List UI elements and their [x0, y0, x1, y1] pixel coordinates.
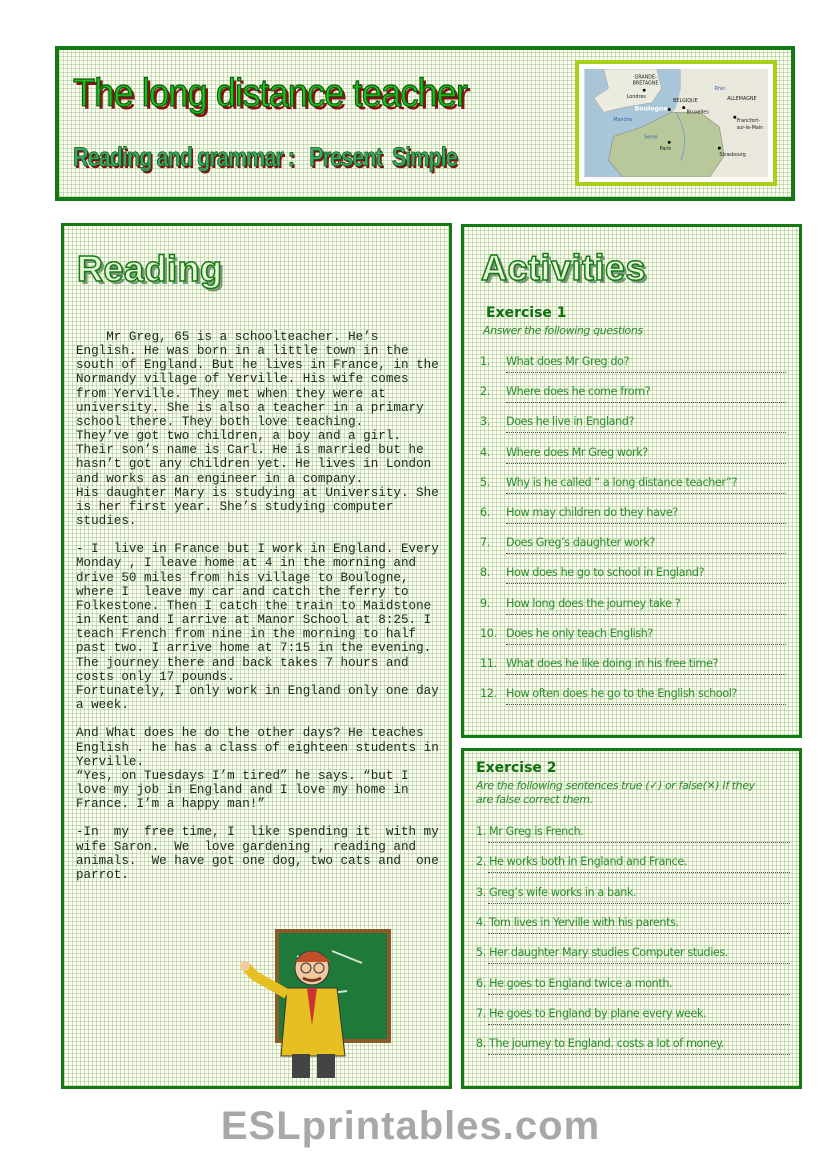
- question-item: [480, 627, 786, 657]
- answer-line[interactable]: [506, 523, 786, 524]
- paragraph-gap: [76, 811, 439, 825]
- correction-line[interactable]: [488, 1054, 790, 1055]
- map-label: Bruxelles: [686, 110, 709, 116]
- reading-passage: [76, 330, 439, 882]
- exercise2-instruction: [476, 779, 755, 807]
- statement-text: 1. Mr Greg is French.: [476, 825, 584, 838]
- correction-line[interactable]: [488, 842, 790, 843]
- question-text: Does Greg’s daughter work?: [506, 536, 655, 550]
- passage-line: - I live in France but I work in England. Every: [76, 542, 439, 557]
- question-number: 7.: [480, 536, 490, 550]
- question-number: 8.: [480, 566, 490, 580]
- question-text: How long does the journey take ?: [506, 596, 681, 610]
- map-label: Francfort-: [736, 119, 761, 125]
- passage-line: They’ve got two children, a boy and a girl.: [76, 429, 401, 444]
- passage-line: love my job in England and I love my home in: [76, 782, 409, 797]
- passage-line: where I leave my car and catch the ferry to: [76, 584, 409, 599]
- teacher-illustration: [237, 926, 393, 1081]
- map-label: Londres: [626, 94, 646, 100]
- answer-line[interactable]: [506, 463, 786, 464]
- question-text: What does Mr Greg do?: [506, 355, 630, 368]
- worksheet-title: The long distance teacher: [73, 72, 468, 115]
- reading-section: [61, 223, 452, 1089]
- question-text: Does he live in England?: [506, 415, 635, 429]
- correction-line[interactable]: [488, 933, 790, 934]
- answer-line[interactable]: [506, 614, 786, 615]
- activities-section: [461, 224, 802, 738]
- statement-text: 7. He goes to England by plane every week.: [476, 1006, 707, 1020]
- answer-line[interactable]: [506, 372, 786, 373]
- map-image: [575, 60, 777, 186]
- answer-line[interactable]: [506, 493, 786, 494]
- question-item: [480, 446, 786, 476]
- map-of-channel-region: [584, 69, 768, 177]
- worksheet-subtitle: Reading and grammar : Present Simple: [73, 142, 457, 172]
- map-label: BRETAGNE: [632, 81, 659, 87]
- question-text: Does he only teach English?: [506, 626, 653, 640]
- exercise2-title: Exercise 2: [476, 760, 557, 776]
- question-number: 6.: [480, 506, 490, 519]
- passage-line: university. She is also a teacher in a primary: [76, 400, 424, 415]
- passage-line: animals. We have got one dog, two cats and one: [76, 853, 439, 868]
- statement-item: [476, 1007, 790, 1037]
- passage-line: in Kent and I arrive at Manor School at 8:25. I: [76, 613, 432, 628]
- question-item: [480, 506, 786, 536]
- question-number: 5.: [480, 475, 490, 489]
- statement-text: 4. Tom lives in Yerville with his parents.: [476, 915, 679, 929]
- question-text: Where does he come from?: [506, 385, 651, 399]
- question-number: 3.: [480, 415, 490, 429]
- paragraph-gap: [76, 528, 439, 542]
- map-label: Boulogne: [634, 105, 668, 113]
- passage-line: Monday , I leave home at 4 in the morning and: [76, 556, 417, 571]
- passage-line: parrot.: [76, 867, 129, 882]
- exercise1-instruction: Answer the following questions: [483, 324, 643, 337]
- question-text: How may children do they have?: [506, 506, 678, 519]
- reading-heading: Reading: [77, 248, 223, 289]
- passage-line: The journey there and back takes 7 hours and: [76, 655, 409, 670]
- statement-item: [476, 855, 790, 885]
- question-item: [480, 355, 786, 385]
- exercise2-section: [461, 748, 802, 1089]
- passage-line: drive 50 miles from his village to Boulogne,: [76, 570, 409, 585]
- answer-line[interactable]: [506, 644, 786, 645]
- statement-text: 3. Greg’s wife works in a bank.: [476, 885, 637, 899]
- statement-text: 6. He goes to England twice a month.: [476, 976, 673, 990]
- watermark: ESLprintables.com: [220, 1104, 601, 1148]
- question-text: How often does he go to the English school?: [506, 687, 737, 701]
- question-item: [480, 385, 786, 415]
- passage-line: -In my free time, I like spending it with my: [76, 825, 439, 840]
- statement-item: [476, 977, 790, 1007]
- map-label: ALLEMAGNE: [727, 96, 757, 102]
- passage-line: Fortunately, I only work in England only one day: [76, 683, 439, 698]
- correction-line[interactable]: [488, 872, 790, 873]
- header-banner: [55, 46, 795, 201]
- passage-line: Mr Greg, 65 is a schoolteacher. He’s: [76, 330, 379, 344]
- map-label: Manche: [613, 118, 633, 124]
- passage-line: is her first year. She’s studying computer: [76, 499, 394, 514]
- exercise1-title: Exercise 1: [486, 305, 567, 321]
- answer-line[interactable]: [506, 553, 786, 554]
- question-number: 4.: [480, 445, 490, 459]
- question-text: How does he go to school in England?: [506, 566, 705, 580]
- passage-line: English. He was born in a little town in the: [76, 344, 409, 359]
- instruction-line: Are the following sentences true (✓) or false(✕) If they: [476, 779, 755, 792]
- statement-text: 5. Her daughter Mary studies Computer studies.: [476, 946, 728, 960]
- statement-text: 8. The journey to England. costs a lot of money.: [476, 1037, 724, 1051]
- statement-item: [476, 916, 790, 946]
- statement-item: [476, 946, 790, 976]
- question-item: [480, 566, 786, 596]
- passage-line: Folkestone. Then I catch the train to Maidstone: [76, 598, 432, 613]
- passage-line: And What does he do the other days? He teaches: [76, 726, 424, 741]
- map-label: Rhin: [714, 87, 726, 93]
- passage-line: a week.: [76, 698, 129, 713]
- passage-line: south of England. But he lives in France, in the: [76, 358, 439, 373]
- statement-item: [476, 886, 790, 916]
- answer-line[interactable]: [506, 674, 786, 675]
- question-text: Where does Mr Greg work?: [506, 445, 648, 459]
- passage-line: from Yerville. They met when they were at: [76, 386, 386, 401]
- statement-text: 2. He works both in England and France.: [476, 855, 688, 869]
- map-label: BELGIQUE: [673, 98, 698, 104]
- passage-line: hasn’t got any children yet. He lives in London: [76, 457, 432, 472]
- instruction-line: are false correct them.: [476, 793, 593, 806]
- question-number: 10.: [480, 626, 497, 640]
- map-label: Paris: [659, 147, 672, 152]
- paragraph-gap: [76, 712, 439, 726]
- passage-line: school there. They both love teaching.: [76, 414, 364, 429]
- passage-line: Their son’s name is Carl. He is married but he: [76, 443, 424, 458]
- question-item: [480, 536, 786, 566]
- passage-line: teach French from nine in the morning to half: [76, 627, 417, 642]
- correction-line[interactable]: [488, 963, 790, 964]
- question-number: 2.: [480, 385, 490, 399]
- statement-item: [476, 825, 790, 855]
- question-item: [480, 597, 786, 627]
- map-label: sur-le-Main: [736, 125, 764, 131]
- answer-line[interactable]: [506, 432, 786, 433]
- question-item: [480, 476, 786, 506]
- activities-heading: Activities: [481, 247, 647, 288]
- correction-line[interactable]: [488, 994, 790, 995]
- passage-line: studies.: [76, 514, 137, 529]
- answer-line[interactable]: [506, 704, 786, 705]
- answer-line[interactable]: [506, 583, 786, 584]
- passage-line: costs only 17 pounds.: [76, 669, 235, 684]
- passage-line: and works as an engineer in a company.: [76, 471, 364, 486]
- question-number: 9.: [480, 596, 490, 610]
- passage-line: past two. I arrive home at 7:15 in the evening.: [76, 641, 432, 656]
- question-text: What does he like doing in his free time?: [506, 657, 718, 670]
- passage-line: English . he has a class of eighteen students in: [76, 740, 439, 755]
- passage-line: Normandy village of Yerville. His wife comes: [76, 372, 409, 387]
- question-number: 11.: [480, 657, 497, 670]
- passage-line: Yerville.: [76, 754, 145, 769]
- answer-line[interactable]: [506, 402, 786, 403]
- passage-line: “Yes, on Tuesdays I’m tired” he says. “but I: [76, 768, 409, 783]
- correction-line[interactable]: [488, 1024, 790, 1025]
- map-label: Strasbourg: [719, 152, 746, 158]
- question-item: [480, 415, 786, 445]
- question-item: [480, 687, 786, 717]
- map-label: Seine: [644, 135, 658, 141]
- question-number: 12.: [480, 687, 497, 701]
- question-number: 1.: [480, 355, 490, 368]
- passage-line: France. I’m a happy man!”: [76, 797, 265, 812]
- question-item: [480, 657, 786, 687]
- passage-line: wife Saron. We love gardening , reading and: [76, 839, 417, 854]
- map-label: GRANDE-: [634, 75, 657, 81]
- statement-item: [476, 1037, 790, 1067]
- question-text: Why is he called “ a long distance teacher”?: [506, 475, 737, 489]
- correction-line[interactable]: [488, 903, 790, 904]
- passage-line: His daughter Mary is studying at University. She: [76, 485, 439, 500]
